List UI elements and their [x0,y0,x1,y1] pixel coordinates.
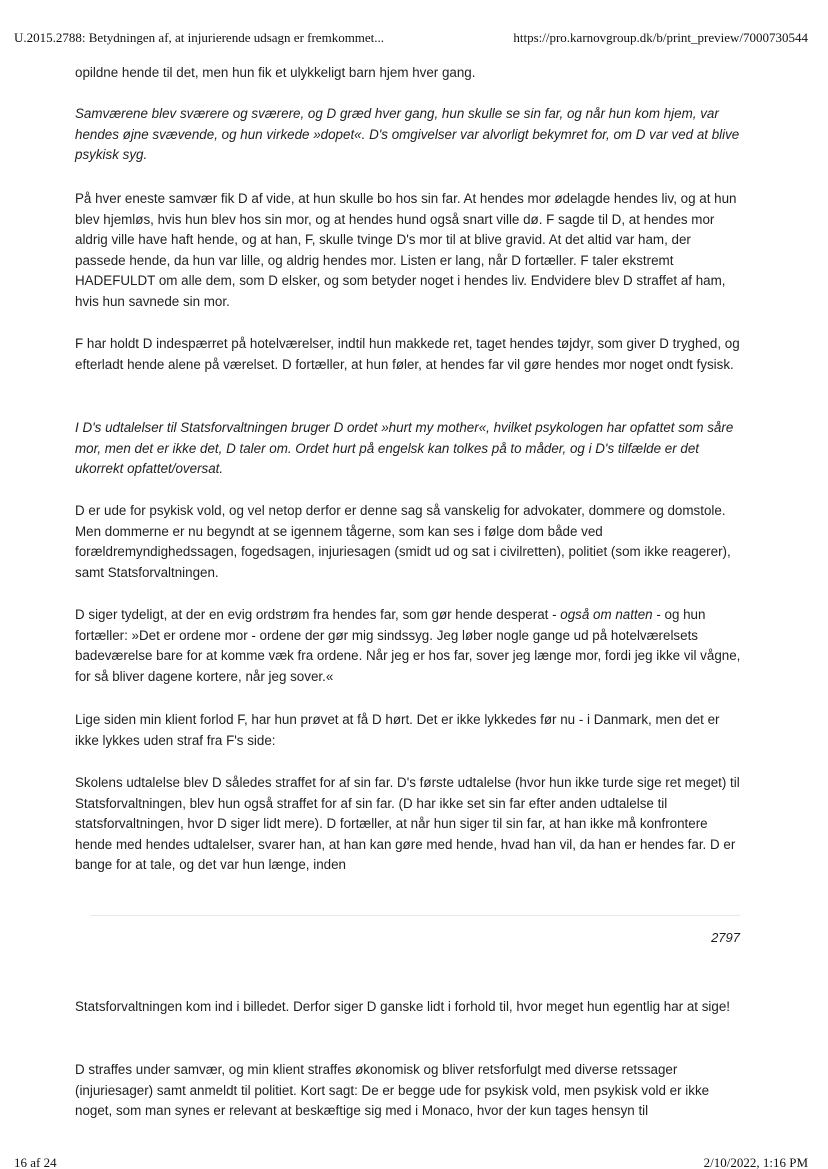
paragraph-11-text: D straffes under samvær, og min klient straffes økonomisk og bliver retsforfulgt med diverse retssager (injuriesager) samt anmeldt til politiet. Kort sagt: De er begge ude for psykisk vold, men psykisk vold er ikke noget, som man synes er relevant at beskæftige sig med i Monaco, hvor der kun tages hensyn til [75,1062,710,1118]
paragraph-9-text: Skolens udtalelse blev D således straffet for af sin far. D's første udtalelse (hvor hun ikke turde sige ret meget) til Statsforvaltningen, blev hun også straffet for af sin far. (D har ikke set sin far efter anden udtalelse til statsforvaltningen, hvor D siger lidt mere). D fortæller, at når hun siger til sin far, at han ikke må konfrontere hende med hendes udtalelser, svarer han, at han kan gøre med hende, hvad han vil, da han er hendes far. D er bange for at tale, og det var hun længe, inden [75,775,740,872]
paragraph-8-text: Lige siden min klient forlod F, har hun prøvet at få D hørt. Det er ikke lykkedes før nu - i Danmark, men det er ikke lykkes uden straf fra F's side: [75,712,720,748]
paragraph-4 [75,334,745,375]
paragraph-3-text: På hver eneste samvær fik D af vide, at hun skulle bo hos sin far. At hendes mor ødelagde hendes liv, og at hun blev hjemløs, hvis hun blev hos sin mor, og at hendes hund også snart ville dø. F sagde til D, at hendes mor aldrig ville have haft hende, og at han, F, skulle tvinge D's mor til at blive gravid. At det altid var ham, der passede hende, da hun var lille, og aldrig hendes mor. Listen er lang, når D fortæller. F taler ekstremt HADEFULDT om alle dem, som D elsker, og som betyder noget i hendes liv. Endvidere blev D straffet af ham, hvis hun savnede sin mor. [75,191,737,309]
document-id: U.2015.2788: Betydningen af, at injurierende udsagn er fremkommet... [14,30,385,45]
paragraph-5-text: I D's udtalelser til Statsforvaltningen bruger D ordet »hurt my mother«, hvilket psykologen har opfattet som såre mor, men det er ikke det, D taler om. Ordet hurt på engelsk kan tolkes på to måder, og i D's tilfælde er det ukorrekt opfattet/oversat. [75,420,734,476]
paragraph-6-text: D er ude for psykisk vold, og vel netop derfor er denne sag så vanskelig for advokater, dommere og domstole. Men dommerne er nu begyndt at se igennem tågerne, som kan ses i følge dom både ved forældremyndighedssagen, fogedsagen, injuriesagen (smidt ud og sat i civilretten), politiet (som ikke reagerer), samt Statsforvaltningen. [75,503,731,580]
source-url[interactable]: https://pro.karnovgroup.dk/b/print_preview/7000730544 [513,30,808,45]
paragraph-9 [75,773,745,876]
paragraph-1-text: opildne hende til det, men hun fik et ulykkeligt barn hjem hver gang. [75,65,476,80]
paragraph-3 [75,189,745,312]
paragraph-11 [75,1060,745,1122]
paragraph-2-text-b: D's omgivelser var alvorligt bekymret for, om D var ved at blive psykisk syg. [75,126,740,162]
page-number: 2797 [711,930,740,945]
print-timestamp: 2/10/2022, 1:16 PM [703,1155,808,1169]
page-divider [90,915,740,916]
paragraph-1 [75,63,745,84]
paragraph-2-text-a: Samværene blev sværere og sværere, og D græd hver gang, hun skulle se sin far, og når hun kom hjem, var hendes øjne svævende, og hun virkede »dopet«. [75,106,719,142]
paragraph-2 [75,104,745,166]
paragraph-7-text-a: D siger tydeligt, at der en evig ordstrøm fra hendes far, som gør hende desperat - [75,607,561,622]
paragraph-7-text-c: - og hun fortæller: »Det er ordene mor - ordene der gør mig sindssyg. Jeg løber nogle gange ud på hotelværelsets badeværelse bare for at komme væk fra ordene. Når jeg er hos far, sover jeg længe mor, fordi jeg ikke vil vågne, for så bliver dagene kortere, når jeg sover.« [75,607,741,684]
print-header [0,0,828,60]
print-footer [0,1152,828,1169]
paragraph-10-text: Statsforvaltningen kom ind i billedet. Derfor siger D ganske lidt i forhold til, hvor meget hun egentlig har at sige! [75,999,730,1014]
paragraph-5 [75,418,745,480]
paragraph-8 [75,710,745,751]
paragraph-7-emphasis: også om natten [560,607,653,622]
page-count: 16 af 24 [14,1155,57,1169]
paragraph-6 [75,501,745,583]
paragraph-10 [75,997,745,1018]
paragraph-4-text: F har holdt D indespærret på hotelværelser, indtil hun makkede ret, taget hendes tøjdyr, som giver D tryghed, og efterladt hende alene på værelset. D fortæller, at hun føler, at hendes far vil gøre hendes mor noget ondt fysisk. [75,336,740,372]
paragraph-7 [75,605,745,687]
